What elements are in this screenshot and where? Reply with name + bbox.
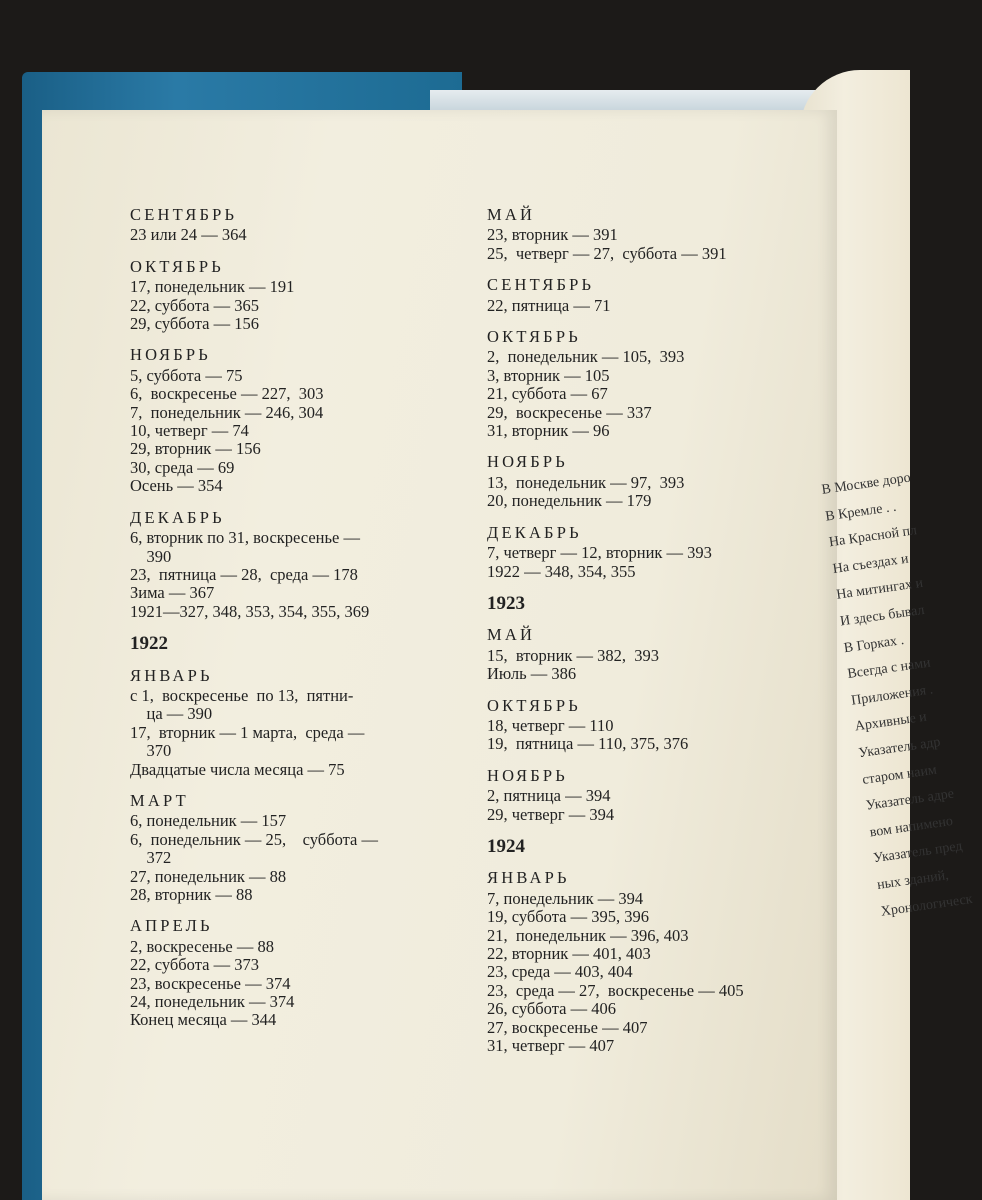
index-entry: 29, четверг — 394 bbox=[487, 804, 615, 824]
year-heading: 1923 bbox=[487, 592, 525, 614]
index-entry: 7, понедельник — 394 bbox=[487, 888, 644, 908]
month-heading: МАЙ bbox=[487, 625, 536, 645]
month-heading: ЯНВАРЬ bbox=[130, 665, 213, 685]
index-entry: 28, вторник — 88 bbox=[130, 885, 253, 904]
index-entry: ца — 390 bbox=[130, 704, 213, 724]
month-heading: ДЕКАБРЬ bbox=[487, 522, 582, 542]
index-entry: 21, суббота — 67 bbox=[487, 384, 608, 404]
index-entry: 6, воскресенье — 227, 303 bbox=[130, 384, 324, 404]
index-entry: 22, вторник — 401, 403 bbox=[487, 944, 651, 963]
index-entry: 22, суббота — 373 bbox=[130, 955, 259, 975]
index-entry: 2, понедельник — 105, 393 bbox=[487, 347, 685, 367]
index-entry: 31, вторник — 96 bbox=[487, 421, 610, 441]
index-entry: 13, понедельник — 97, 393 bbox=[487, 472, 685, 492]
index-entry: 23, воскресенье — 374 bbox=[130, 973, 291, 993]
month-heading: МАРТ bbox=[130, 790, 189, 810]
next-page-line: Указатель адр bbox=[857, 734, 942, 762]
next-page-line: ных зданий, bbox=[876, 867, 950, 893]
index-entry: 7, четверг — 12, вторник — 393 bbox=[487, 543, 712, 563]
next-page-line: вом напимено bbox=[868, 813, 954, 841]
next-page-line: Архивные и bbox=[854, 709, 928, 735]
index-entry: 21, понедельник — 396, 403 bbox=[487, 925, 689, 945]
month-heading: ОКТЯБРЬ bbox=[487, 695, 581, 715]
index-entry: 372 bbox=[130, 848, 172, 868]
index-entry: 10, четверг — 74 bbox=[130, 421, 249, 441]
index-entry: с 1, воскресенье по 13, пятни- bbox=[130, 685, 354, 705]
index-entry: 19, пятница — 110, 375, 376 bbox=[487, 734, 689, 754]
index-entry: 29, вторник — 156 bbox=[130, 439, 261, 459]
next-page-line: В Горках . bbox=[842, 632, 905, 656]
index-entry: 24, понедельник — 374 bbox=[130, 992, 295, 1012]
next-page-line: На Красной пл bbox=[828, 523, 918, 551]
index-entry: 19, суббота — 395, 396 bbox=[487, 907, 649, 927]
index-entry: 23, среда — 27, воскресенье — 405 bbox=[487, 980, 744, 1000]
next-page-line: В Кремле . . bbox=[824, 499, 898, 525]
next-page-line: В Москве доро bbox=[820, 470, 912, 498]
month-heading: ЯНВАРЬ bbox=[487, 868, 570, 888]
index-entry: 29, воскресенье — 337 bbox=[487, 402, 652, 422]
index-entry: 1922 — 348, 354, 355 bbox=[487, 561, 636, 581]
index-entry: 6, понедельник — 25, суббота — bbox=[130, 829, 378, 849]
index-entry: Конец месяца — 344 bbox=[130, 1010, 277, 1030]
index-entry: 23 или 24 — 364 bbox=[130, 225, 247, 245]
index-entry: 22, суббота — 365 bbox=[130, 295, 259, 315]
next-page-line: На съездах и bbox=[831, 551, 910, 577]
next-page-line: Указатель пред bbox=[872, 839, 964, 867]
index-entry: 30, среда — 69 bbox=[130, 457, 235, 477]
index-entry: 31, четверг — 407 bbox=[487, 1036, 615, 1056]
month-heading: ОКТЯБРЬ bbox=[487, 327, 581, 347]
index-entry: 17, вторник — 1 марта, среда — bbox=[130, 722, 365, 742]
index-entry: 5, суббота — 75 bbox=[130, 365, 243, 385]
month-heading: НОЯБРЬ bbox=[487, 765, 568, 785]
index-entry: 3, вторник — 105 bbox=[487, 365, 610, 385]
index-entry: 23, пятница — 28, среда — 178 bbox=[130, 564, 358, 584]
next-page-line: Указатель адре bbox=[865, 786, 955, 814]
index-entry: Осень — 354 bbox=[130, 476, 223, 496]
month-heading: АПРЕЛЬ bbox=[130, 916, 213, 936]
next-page-line: Хронологическ bbox=[879, 891, 974, 920]
index-entry: Июль — 386 bbox=[487, 664, 577, 684]
cover-edge bbox=[430, 90, 850, 110]
index-entry: 26, суббота — 406 bbox=[487, 999, 616, 1019]
index-entry: 25, четверг — 27, суббота — 391 bbox=[487, 243, 727, 263]
index-entry: 27, воскресенье — 407 bbox=[487, 1017, 648, 1037]
right-column bbox=[487, 206, 787, 1055]
month-heading: СЕНТЯБРЬ bbox=[487, 275, 595, 295]
index-entry: 29, суббота — 156 bbox=[130, 314, 259, 334]
next-page-line: Приложения . bbox=[850, 682, 934, 709]
index-entry: 23, вторник — 391 bbox=[487, 225, 618, 245]
index-entry: 6, понедельник — 157 bbox=[130, 811, 287, 831]
index-entry: Двадцатые числа месяца — 75 bbox=[130, 759, 345, 779]
index-entry: 27, понедельник — 88 bbox=[130, 866, 287, 886]
index-entry: 390 bbox=[130, 546, 172, 566]
month-heading: НОЯБРЬ bbox=[130, 345, 211, 365]
index-entry: 6, вторник по 31, воскресенье — bbox=[130, 528, 360, 548]
month-heading: МАЙ bbox=[487, 205, 536, 224]
next-page-line: Всегда с нами bbox=[846, 655, 932, 683]
year-heading: 1922 bbox=[130, 633, 168, 655]
year-heading: 1924 bbox=[487, 835, 525, 857]
index-entry: 2, пятница — 394 bbox=[487, 786, 611, 806]
next-page-line: И здесь бывал bbox=[839, 602, 926, 630]
index-entry: 1921—327, 348, 353, 354, 355, 369 bbox=[130, 601, 370, 621]
month-heading: ДЕКАБРЬ bbox=[130, 507, 225, 527]
index-entry: 7, понедельник — 246, 304 bbox=[130, 402, 324, 422]
index-entry: 23, среда — 403, 404 bbox=[487, 962, 633, 982]
index-entry: 20, понедельник — 179 bbox=[487, 491, 652, 511]
index-entry: 18, четверг — 110 bbox=[487, 715, 614, 735]
left-column bbox=[130, 206, 440, 1030]
month-heading: НОЯБРЬ bbox=[487, 452, 568, 472]
index-entry: 370 bbox=[130, 741, 172, 761]
index-entry: 15, вторник — 382, 393 bbox=[487, 645, 660, 665]
index-entry: Зима — 367 bbox=[130, 583, 215, 603]
index-entry: 17, понедельник — 191 bbox=[130, 277, 295, 297]
next-page-line: На митингах и bbox=[835, 576, 924, 604]
next-page-line: старом наим bbox=[861, 762, 938, 788]
month-heading: СЕНТЯБРЬ bbox=[130, 205, 238, 224]
index-entry: 2, воскресенье — 88 bbox=[130, 936, 274, 956]
index-entry: 22, пятница — 71 bbox=[487, 295, 611, 315]
month-heading: ОКТЯБРЬ bbox=[130, 256, 224, 276]
